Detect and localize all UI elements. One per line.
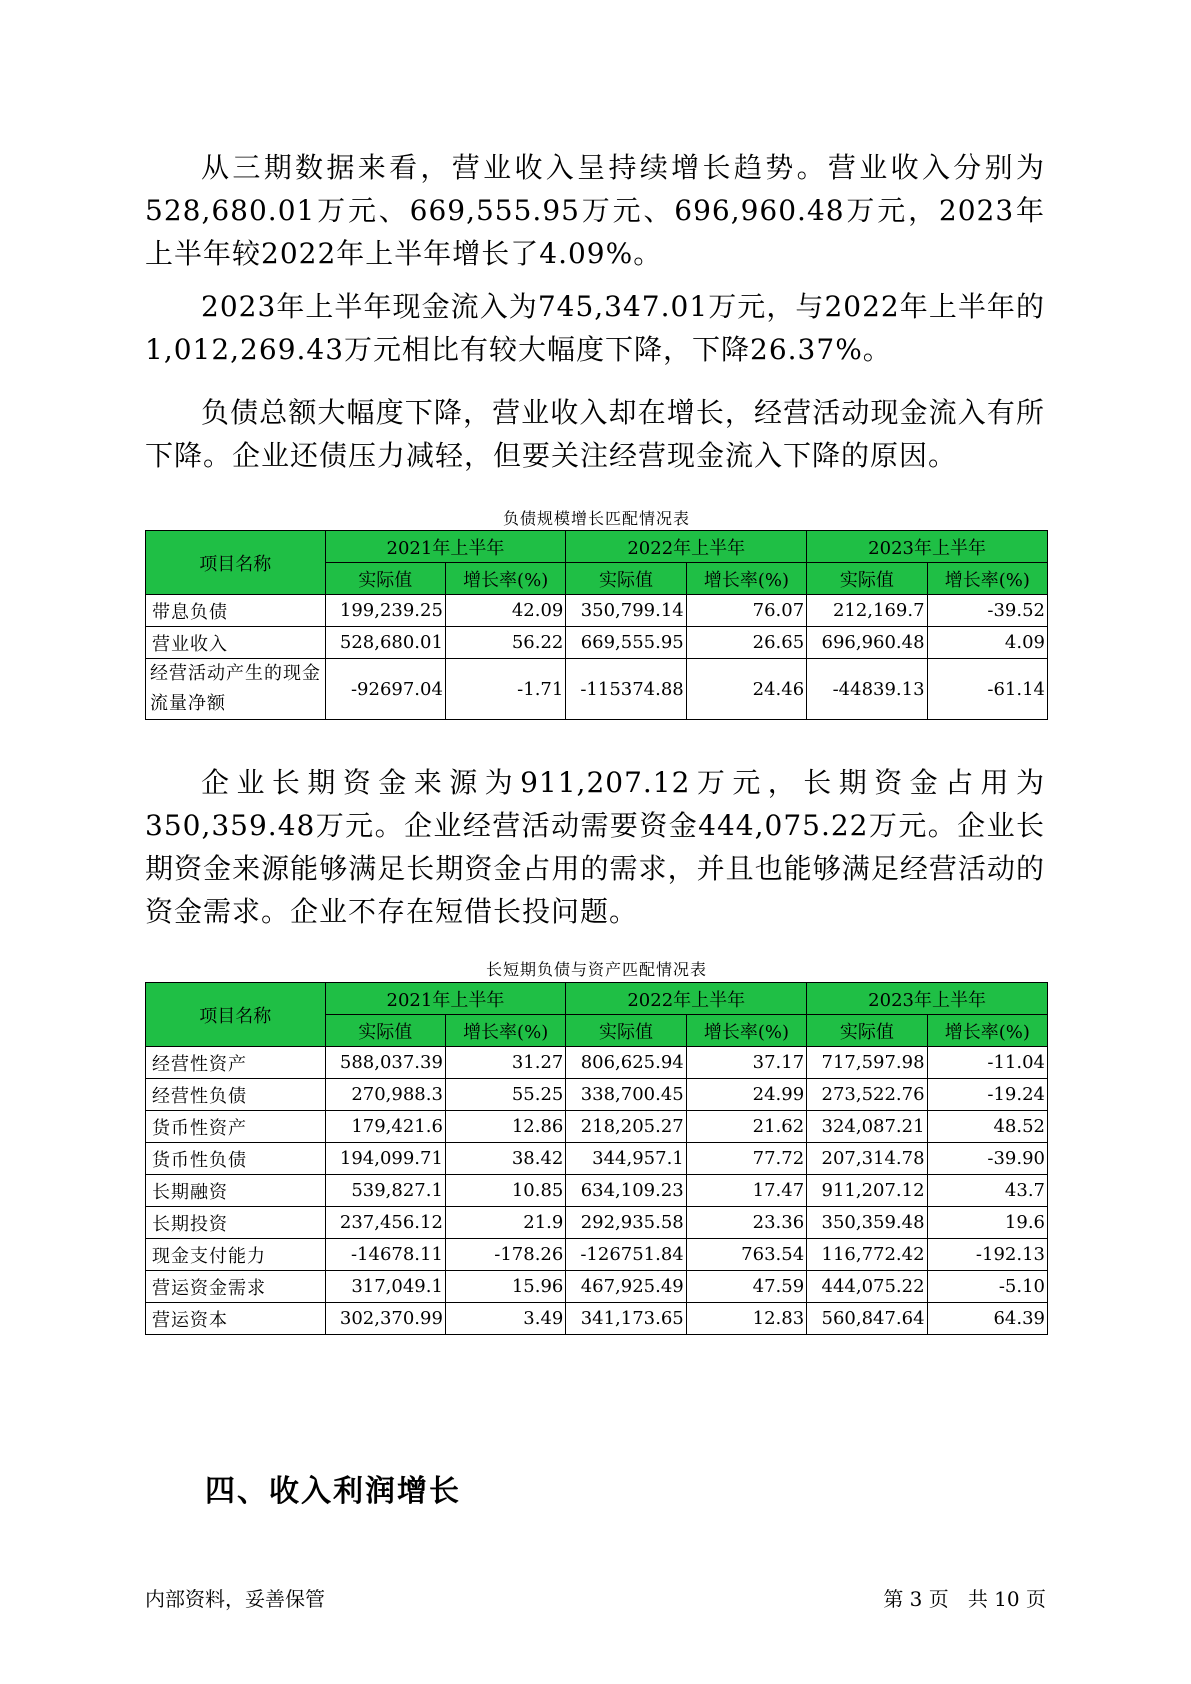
row-name: 经营活动产生的现金流量净额 bbox=[146, 659, 326, 720]
header-actual: 实际值 bbox=[566, 1015, 686, 1047]
row-name: 货币性资产 bbox=[146, 1111, 326, 1143]
cell-value: -14678.11 bbox=[325, 1239, 445, 1271]
debt-asset-match-table bbox=[145, 982, 1048, 1335]
cell-value: 3.49 bbox=[445, 1303, 565, 1335]
cell-value: 64.39 bbox=[927, 1303, 1047, 1335]
cell-value: 634,109.23 bbox=[566, 1175, 686, 1207]
cell-value: 23.36 bbox=[686, 1207, 806, 1239]
table-row bbox=[146, 1143, 1048, 1175]
cell-value: 717,597.98 bbox=[807, 1047, 927, 1079]
cell-value: 42.09 bbox=[445, 595, 565, 627]
cell-value: 212,169.7 bbox=[807, 595, 927, 627]
row-name: 营业收入 bbox=[146, 627, 326, 659]
cell-value: 696,960.48 bbox=[807, 627, 927, 659]
table-row bbox=[146, 659, 1048, 720]
cell-value: -192.13 bbox=[927, 1239, 1047, 1271]
cell-value: 273,522.76 bbox=[807, 1079, 927, 1111]
table-row bbox=[146, 1207, 1048, 1239]
cell-value: 338,700.45 bbox=[566, 1079, 686, 1111]
table-row bbox=[146, 1303, 1048, 1335]
footer-page-number: 第 3 页 共 10 页 bbox=[883, 1587, 1046, 1611]
cell-value: -5.10 bbox=[927, 1271, 1047, 1303]
table1-caption: 负债规模增长匹配情况表 bbox=[502, 509, 690, 528]
row-name: 营运资本 bbox=[146, 1303, 326, 1335]
cell-value: 76.07 bbox=[686, 595, 806, 627]
cell-value: 194,099.71 bbox=[325, 1143, 445, 1175]
header-period-2021: 2021年上半年 bbox=[325, 983, 566, 1015]
cell-value: 179,421.6 bbox=[325, 1111, 445, 1143]
header-actual: 实际值 bbox=[807, 563, 927, 595]
row-name: 经营性资产 bbox=[146, 1047, 326, 1079]
header-period-2023: 2023年上半年 bbox=[807, 983, 1048, 1015]
header-period-2023: 2023年上半年 bbox=[807, 531, 1048, 563]
cell-value: 444,075.22 bbox=[807, 1271, 927, 1303]
footer-confidential-note: 内部资料，妥善保管 bbox=[145, 1587, 325, 1611]
header-growth: 增长率(%) bbox=[686, 563, 806, 595]
header-growth: 增长率(%) bbox=[927, 1015, 1047, 1047]
cell-value: 19.6 bbox=[927, 1207, 1047, 1239]
cell-value: 43.7 bbox=[927, 1175, 1047, 1207]
cell-value: 37.17 bbox=[686, 1047, 806, 1079]
row-name: 经营性负债 bbox=[146, 1079, 326, 1111]
cell-value: -39.90 bbox=[927, 1143, 1047, 1175]
paragraph-long-term-funds: 企业长期资金来源为911,207.12万元，长期资金占用为350,359.48万元。企业经营活动需要资金444,075.22万元。企业长期资金来源能够满足长期资金占用的需求，并且也能够满足经营活动的资金需求。企业不存在短借长投问题。 bbox=[145, 766, 1045, 928]
cell-value: 31.27 bbox=[445, 1047, 565, 1079]
header-period-2021: 2021年上半年 bbox=[325, 531, 566, 563]
cell-value: 302,370.99 bbox=[325, 1303, 445, 1335]
cell-value: -92697.04 bbox=[325, 659, 445, 720]
cell-value: 17.47 bbox=[686, 1175, 806, 1207]
table-row bbox=[146, 1271, 1048, 1303]
header-period-2022: 2022年上半年 bbox=[566, 983, 807, 1015]
row-name: 现金支付能力 bbox=[146, 1239, 326, 1271]
table-row bbox=[146, 595, 1048, 627]
header-actual: 实际值 bbox=[325, 563, 445, 595]
cell-value: 4.09 bbox=[927, 627, 1047, 659]
table-row bbox=[146, 1175, 1048, 1207]
row-name: 长期投资 bbox=[146, 1207, 326, 1239]
row-name: 带息负债 bbox=[146, 595, 326, 627]
cell-value: 12.83 bbox=[686, 1303, 806, 1335]
cell-value: 207,314.78 bbox=[807, 1143, 927, 1175]
cell-value: -44839.13 bbox=[807, 659, 927, 720]
paragraph-debt-summary: 负债总额大幅度下降，营业收入却在增长，经营活动现金流入有所下降。企业还债压力减轻，但要关注经营现金流入下降的原因。 bbox=[145, 396, 1045, 472]
cell-value: 669,555.95 bbox=[566, 627, 686, 659]
cell-value: 763.54 bbox=[686, 1239, 806, 1271]
cell-value: 324,087.21 bbox=[807, 1111, 927, 1143]
cell-value: 116,772.42 bbox=[807, 1239, 927, 1271]
cell-value: 270,988.3 bbox=[325, 1079, 445, 1111]
cell-value: 539,827.1 bbox=[325, 1175, 445, 1207]
header-growth: 增长率(%) bbox=[686, 1015, 806, 1047]
cell-value: 10.85 bbox=[445, 1175, 565, 1207]
cell-value: 806,625.94 bbox=[566, 1047, 686, 1079]
cell-value: 199,239.25 bbox=[325, 595, 445, 627]
paragraph-revenue-trend: 从三期数据来看，营业收入呈持续增长趋势。营业收入分别为528,680.01万元、669,555.95万元、696,960.48万元，2023年上半年较2022年上半年增长了4.09%。 bbox=[145, 151, 1045, 270]
cell-value: 21.62 bbox=[686, 1111, 806, 1143]
header-period-2022: 2022年上半年 bbox=[566, 531, 807, 563]
cell-value: 12.86 bbox=[445, 1111, 565, 1143]
table-row bbox=[146, 1111, 1048, 1143]
header-actual: 实际值 bbox=[566, 563, 686, 595]
cell-value: -115374.88 bbox=[566, 659, 686, 720]
cell-value: -39.52 bbox=[927, 595, 1047, 627]
cell-value: 21.9 bbox=[445, 1207, 565, 1239]
cell-value: -11.04 bbox=[927, 1047, 1047, 1079]
cell-value: 48.52 bbox=[927, 1111, 1047, 1143]
cell-value: -61.14 bbox=[927, 659, 1047, 720]
cell-value: 237,456.12 bbox=[325, 1207, 445, 1239]
cell-value: 560,847.64 bbox=[807, 1303, 927, 1335]
header-item-name: 项目名称 bbox=[146, 531, 326, 595]
table-row bbox=[146, 1239, 1048, 1271]
cell-value: -1.71 bbox=[445, 659, 565, 720]
cell-value: 15.96 bbox=[445, 1271, 565, 1303]
table-row bbox=[146, 1047, 1048, 1079]
row-name: 营运资金需求 bbox=[146, 1271, 326, 1303]
cell-value: 317,049.1 bbox=[325, 1271, 445, 1303]
cell-value: 24.46 bbox=[686, 659, 806, 720]
header-actual: 实际值 bbox=[325, 1015, 445, 1047]
cell-value: 341,173.65 bbox=[566, 1303, 686, 1335]
cell-value: -178.26 bbox=[445, 1239, 565, 1271]
cell-value: 26.65 bbox=[686, 627, 806, 659]
cell-value: 38.42 bbox=[445, 1143, 565, 1175]
cell-value: 350,799.14 bbox=[566, 595, 686, 627]
header-growth: 增长率(%) bbox=[445, 1015, 565, 1047]
debt-growth-table bbox=[145, 530, 1048, 720]
paragraph-cash-inflow: 2023年上半年现金流入为745,347.01万元，与2022年上半年的1,012,269.43万元相比有较大幅度下降，下降26.37%。 bbox=[145, 290, 1045, 366]
header-item-name: 项目名称 bbox=[146, 983, 326, 1047]
cell-value: 911,207.12 bbox=[807, 1175, 927, 1207]
cell-value: 467,925.49 bbox=[566, 1271, 686, 1303]
row-name: 货币性负债 bbox=[146, 1143, 326, 1175]
cell-value: -19.24 bbox=[927, 1079, 1047, 1111]
cell-value: 47.59 bbox=[686, 1271, 806, 1303]
cell-value: 588,037.39 bbox=[325, 1047, 445, 1079]
cell-value: 24.99 bbox=[686, 1079, 806, 1111]
cell-value: 528,680.01 bbox=[325, 627, 445, 659]
cell-value: 344,957.1 bbox=[566, 1143, 686, 1175]
table2-caption: 长短期负债与资产匹配情况表 bbox=[485, 960, 707, 979]
cell-value: 77.72 bbox=[686, 1143, 806, 1175]
cell-value: 55.25 bbox=[445, 1079, 565, 1111]
cell-value: 218,205.27 bbox=[566, 1111, 686, 1143]
cell-value: 350,359.48 bbox=[807, 1207, 927, 1239]
row-name: 长期融资 bbox=[146, 1175, 326, 1207]
cell-value: -126751.84 bbox=[566, 1239, 686, 1271]
header-growth: 增长率(%) bbox=[927, 563, 1047, 595]
table-row bbox=[146, 627, 1048, 659]
section-heading: 四、收入利润增长 bbox=[205, 1474, 461, 1509]
cell-value: 292,935.58 bbox=[566, 1207, 686, 1239]
table-row bbox=[146, 1079, 1048, 1111]
header-growth: 增长率(%) bbox=[445, 563, 565, 595]
cell-value: 56.22 bbox=[445, 627, 565, 659]
header-actual: 实际值 bbox=[807, 1015, 927, 1047]
